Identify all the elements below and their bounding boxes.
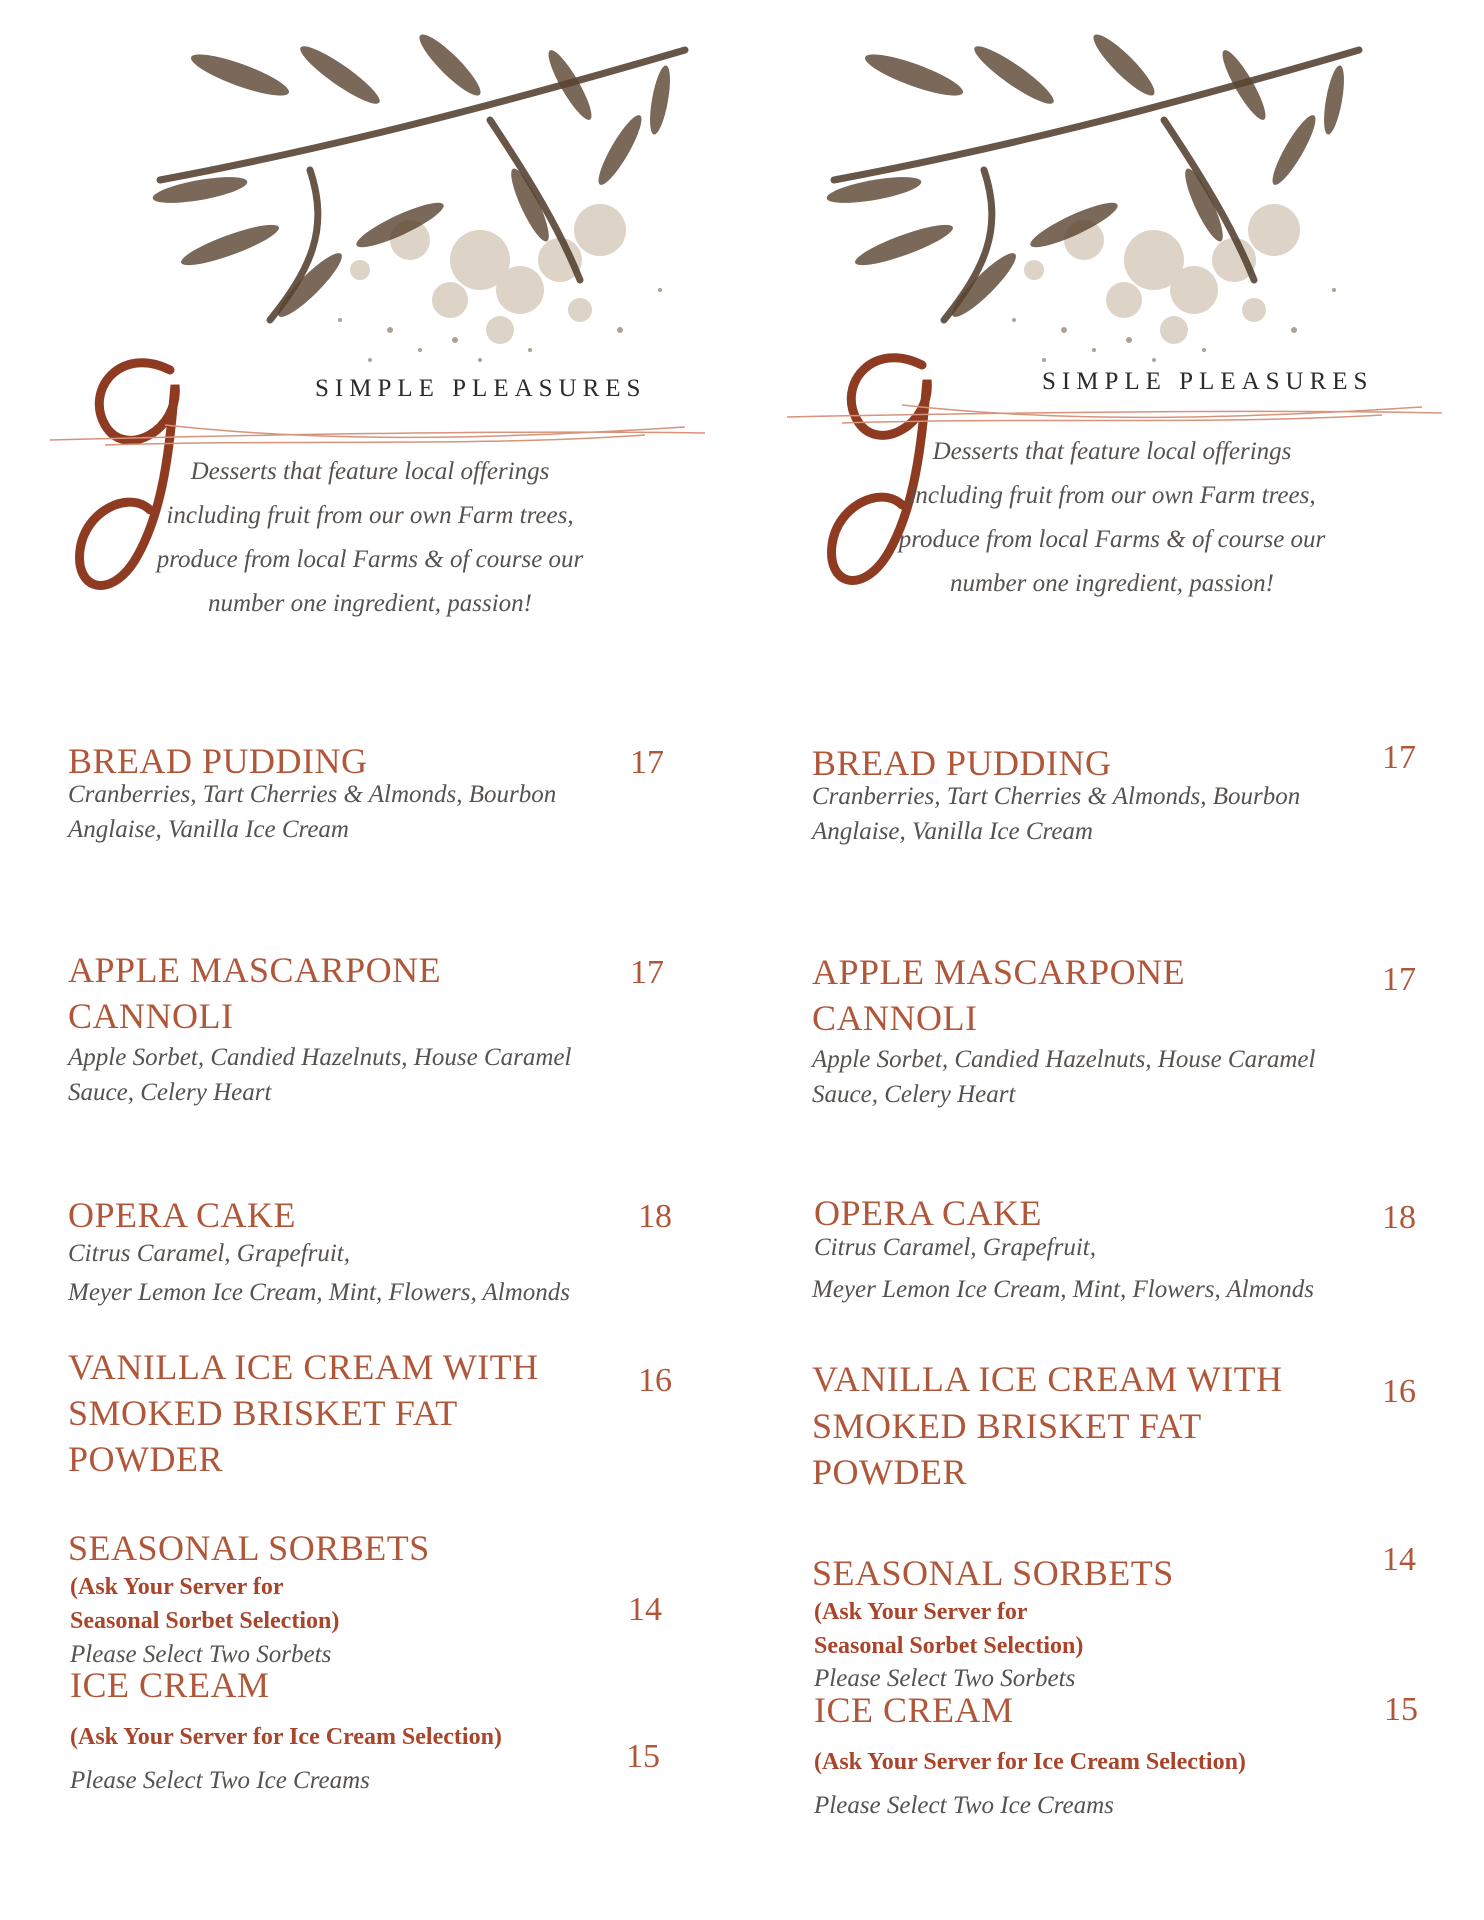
menu-item-name: SMOKED BRISKET FAT [812,1406,1202,1446]
menu-item-desc: Apple Sorbet, Candied Hazelnuts, House Caramel [812,1046,1316,1073]
menu-item-name: SEASONAL SORBETS [812,1553,1174,1593]
menu-item-price: 14 [1382,1541,1416,1578]
menu-item-name: ICE CREAM [70,1665,270,1705]
menu-item-name: VANILLA ICE CREAM WITH [812,1359,1283,1399]
menu-item-name: BREAD PUDDING [68,741,368,781]
menu-item-desc: Sauce, Celery Heart [812,1081,1016,1108]
menu-item-desc: Cranberries, Tart Cherries & Almonds, Bourbon [68,781,557,808]
menu-item-price: 14 [628,1591,662,1628]
menu-item-desc: Meyer Lemon Ice Cream, Mint, Flowers, Almonds [812,1276,1315,1303]
menu-panel-right [742,0,1484,1920]
menu-item-desc: Please Select Two Ice Creams [70,1767,370,1794]
menu-item-desc: Sauce, Celery Heart [68,1079,272,1106]
section-intro: Desserts that feature local offerings including fruit from our own Farm trees, produce from local Farms & of course our number one ingredient, passion! [156,458,584,617]
section-intro: Desserts that feature local offerings including fruit from our own Farm trees, produce from local Farms & of course our number one ingredient, passion! [898,438,1326,597]
menu-item-name: POWDER [68,1439,223,1479]
menu-item-desc: Please Select Two Sorbets [814,1665,1076,1692]
menu-item-name: CANNOLI [812,998,978,1038]
menu-item-name: OPERA CAKE [68,1195,297,1235]
menu-item-note: Seasonal Sorbet Selection) [70,1608,340,1634]
menu-item-desc: Meyer Lemon Ice Cream, Mint, Flowers, Almonds [68,1279,571,1306]
menu-item-name: SMOKED BRISKET FAT [68,1393,458,1433]
menu-item-name: APPLE MASCARPONE [68,950,442,990]
menu-item-name: APPLE MASCARPONE [812,952,1186,992]
section-title: SIMPLE PLEASURES [315,375,647,402]
menu-item-price: 17 [630,954,664,991]
menu-item-price: 15 [626,1738,660,1775]
menu-item-name: ICE CREAM [814,1690,1014,1730]
menu-item-desc: Citrus Caramel, Grapefruit, [814,1234,1096,1261]
menu-item-price: 15 [1384,1691,1418,1728]
menu-item-desc: Anglaise, Vanilla Ice Cream [68,816,349,843]
menu-item-name: VANILLA ICE CREAM WITH [68,1347,539,1387]
menu-item-note: Seasonal Sorbet Selection) [814,1633,1084,1659]
menu-item-desc: Please Select Two Sorbets [70,1641,332,1668]
menu-item-desc: Citrus Caramel, Grapefruit, [68,1240,350,1267]
menu-item-note: (Ask Your Server for Ice Cream Selection) [70,1724,502,1750]
menu-item-desc: Please Select Two Ice Creams [814,1792,1114,1819]
menu-item-price: 16 [1382,1373,1416,1410]
menu-item-price: 17 [1382,739,1416,776]
menu-item-note: (Ask Your Server for [70,1574,284,1600]
menu-item-desc: Apple Sorbet, Candied Hazelnuts, House Caramel [68,1044,572,1071]
menu-item-name: CANNOLI [68,996,234,1036]
menu-item-name: BREAD PUDDING [812,743,1112,783]
menu-item-price: 18 [638,1198,672,1235]
menu-item-note: (Ask Your Server for [814,1599,1028,1625]
menu-item-name: POWDER [812,1452,967,1492]
menu-item-name: SEASONAL SORBETS [68,1528,430,1568]
menu-item-price: 16 [638,1362,672,1399]
menu-item-price: 18 [1382,1199,1416,1236]
section-title: SIMPLE PLEASURES [1042,368,1374,395]
menu-item-price: 17 [630,744,664,781]
header-rule-lines [45,405,710,455]
menu-item-name: OPERA CAKE [814,1193,1043,1233]
menu-item-price: 17 [1382,961,1416,998]
menu-item-desc: Cranberries, Tart Cherries & Almonds, Bourbon [812,783,1301,810]
menu-item-note: (Ask Your Server for Ice Cream Selection) [814,1749,1246,1775]
menu-item-desc: Anglaise, Vanilla Ice Cream [812,818,1093,845]
